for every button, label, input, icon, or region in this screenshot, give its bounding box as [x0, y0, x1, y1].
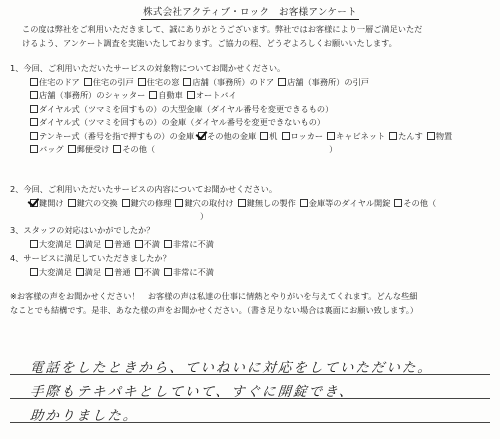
question-2-options [30, 197, 490, 224]
checkbox-icon[interactable] [76, 268, 84, 276]
option-label: 自動車 [158, 90, 183, 100]
checked-checkbox-icon[interactable] [198, 132, 206, 140]
option-item[interactable] [84, 76, 134, 90]
option-label: 大変満足 [39, 266, 72, 277]
checkbox-icon[interactable] [84, 78, 92, 86]
option-label: 机 [269, 130, 278, 141]
checkbox-icon[interactable] [30, 145, 38, 153]
intro-line: けるよう、アンケート調査を実施いたしております。ご協力の程、どうぞよろしくお願いいたします。 [22, 38, 397, 48]
checkbox-icon[interactable] [68, 145, 76, 153]
option-item[interactable] [198, 130, 256, 144]
checkbox-icon[interactable] [187, 91, 195, 99]
checkbox-icon[interactable] [135, 268, 143, 276]
checkbox-icon[interactable] [30, 105, 38, 113]
option-item[interactable] [164, 238, 214, 252]
option-label: バッグ [39, 144, 64, 154]
checkbox-icon[interactable] [327, 132, 335, 140]
option-item[interactable] [76, 266, 101, 280]
option-item[interactable] [164, 266, 214, 280]
checked-checkbox-icon[interactable] [30, 199, 38, 207]
option-label: 住宅のドア [39, 76, 80, 87]
option-item[interactable] [30, 89, 145, 103]
question-3-options [30, 238, 490, 252]
option-item[interactable] [175, 197, 233, 211]
option-item[interactable] [183, 76, 274, 90]
option-label: 鍵開け [39, 197, 64, 208]
option-label: たんす [398, 130, 423, 141]
option-label: 満足 [84, 266, 102, 277]
handwritten-comment-line: 助かりました。 [29, 408, 139, 424]
option-label: 鍵無しの製作 [246, 197, 296, 208]
checkbox-icon[interactable] [30, 132, 38, 140]
option-label: 不満 [143, 238, 160, 249]
checkbox-icon[interactable] [260, 132, 268, 140]
option-item[interactable] [278, 76, 369, 90]
option-label: 非常に不満 [172, 266, 214, 277]
option-item[interactable] [30, 103, 333, 117]
question-1-options [30, 76, 490, 157]
option-item[interactable] [68, 143, 110, 157]
option-label: ダイヤル式（ツマミを回すもの）の大型金庫（ダイヤル番号を変更できるもの） [39, 103, 334, 114]
option-label: その他（ [122, 144, 156, 154]
question-4 [10, 252, 490, 279]
question-2-text: 2、今回、ご利用いただいたサービスの内容についてお聞かせください。 [10, 184, 278, 194]
checkbox-icon[interactable] [105, 268, 113, 276]
question-1 [10, 62, 490, 157]
option-item[interactable] [30, 143, 64, 157]
option-label: 店舗（事務所）のドア [192, 76, 275, 87]
checkbox-icon[interactable] [135, 240, 143, 248]
option-label: 店舗（事務所）の引戸 [287, 76, 369, 87]
option-item[interactable] [187, 89, 237, 103]
option-label: 金庫等のダイヤル開錠 [308, 197, 391, 208]
question-2 [10, 183, 490, 224]
option-label: 満足 [84, 238, 102, 249]
option-label: 鍵穴の取付け [184, 197, 234, 208]
checkbox-icon[interactable] [30, 240, 38, 248]
question-1-text: 1、今回、ご利用いただいたサービスの対象物についてお聞かせください。 [10, 63, 286, 73]
checkbox-icon[interactable] [138, 78, 146, 86]
checkbox-icon[interactable] [30, 118, 38, 126]
option-item[interactable] [30, 266, 72, 280]
checkbox-icon[interactable] [30, 91, 38, 99]
option-item[interactable] [149, 89, 183, 103]
option-label: 住宅の引戸 [92, 76, 134, 87]
intro-line: この度は弊社をご利用いただきまして、誠にありがとうございます。弊社ではお客様により一層ご満足いただ [22, 24, 423, 34]
checkbox-icon[interactable] [427, 132, 435, 140]
option-label: その他（ [403, 197, 437, 208]
option-label: ダイヤル式（ツマミを回すもの）の金庫（ダイヤル番号を変更できないもの） [39, 117, 326, 127]
checkbox-icon[interactable] [30, 268, 38, 276]
option-label: 非常に不満 [172, 238, 214, 249]
checkbox-icon[interactable] [30, 78, 38, 86]
option-item[interactable] [260, 130, 277, 144]
voice-prompt-line: ※お客様の声をお聞かせください！ お客様の声は私達の仕事に情熱とやりがいを与えてくれます。どんな些細 [10, 291, 418, 301]
option-label: 普通 [114, 238, 131, 249]
option-label: 普通 [114, 266, 131, 277]
option-label: ロッカー [290, 130, 324, 141]
question-3-text: 3、スタッフの対応はいかがでしたか？ [10, 225, 155, 235]
checkbox-icon[interactable] [105, 240, 113, 248]
option-item[interactable] [300, 197, 391, 211]
option-item[interactable] [122, 197, 172, 211]
voice-prompt [10, 290, 488, 317]
checkbox-icon[interactable] [183, 78, 191, 86]
handwritten-comment-line: 手際もテキパキとしていて、すぐに開錠でき、 [29, 384, 356, 400]
checkbox-icon[interactable] [282, 132, 290, 140]
checkbox-icon[interactable] [175, 199, 183, 207]
option-item[interactable] [76, 238, 101, 252]
other-close-paren: ） [329, 144, 338, 154]
option-item[interactable] [30, 130, 194, 144]
question-3 [10, 224, 490, 251]
checkbox-icon[interactable] [164, 268, 172, 276]
option-item[interactable] [238, 197, 296, 211]
checkbox-icon[interactable] [278, 78, 286, 86]
option-item[interactable] [394, 197, 436, 211]
option-label: 鍵穴の修理 [130, 197, 172, 208]
checkbox-icon[interactable] [300, 199, 308, 207]
checkbox-icon[interactable] [149, 91, 157, 99]
option-item[interactable] [30, 76, 80, 90]
option-label: 大変満足 [39, 238, 72, 249]
option-label: 郵便受け [76, 144, 110, 154]
checkbox-icon[interactable] [389, 132, 397, 140]
other-close-paren: ） [200, 211, 209, 221]
option-label: 不満 [143, 266, 160, 277]
checkbox-icon[interactable] [76, 240, 84, 248]
option-item[interactable] [135, 266, 160, 280]
intro-text [22, 22, 484, 50]
checkbox-icon[interactable] [122, 199, 130, 207]
option-item[interactable] [135, 238, 160, 252]
option-item[interactable] [68, 197, 118, 211]
option-label: オートバイ [195, 90, 237, 100]
checkbox-icon[interactable] [394, 199, 402, 207]
option-label: キャビネット [336, 130, 386, 141]
option-label: 物置 [435, 130, 453, 141]
option-item[interactable] [389, 130, 423, 144]
option-label: 店舗（事務所）のシャッター [39, 90, 146, 100]
checkbox-icon[interactable] [164, 240, 172, 248]
checkbox-icon[interactable] [113, 145, 121, 153]
option-label: その他の金庫 [207, 130, 257, 141]
option-item[interactable] [138, 76, 180, 90]
option-item[interactable] [30, 197, 64, 211]
option-label: 住宅の窓 [146, 76, 180, 87]
option-item[interactable] [30, 116, 325, 130]
checkbox-icon[interactable] [238, 199, 246, 207]
survey-title: 株式会社アクティブ・ロック お客様アンケート [143, 7, 357, 18]
question-4-options [30, 266, 490, 280]
option-item[interactable] [30, 238, 72, 252]
option-item[interactable] [427, 130, 452, 144]
question-4-text: 4、サービスに満足していただきましたか？ [10, 253, 171, 263]
option-item[interactable] [105, 238, 130, 252]
option-label: 鍵穴の交換 [76, 197, 118, 208]
checkbox-icon[interactable] [68, 199, 76, 207]
option-item[interactable] [105, 266, 130, 280]
handwritten-comment-line: 電話をしたときから、ていねいに対応をしていただいた。 [29, 360, 434, 376]
option-item[interactable] [282, 130, 324, 144]
option-label: テンキー式（番号を指で押すもの）の金庫 [39, 130, 195, 141]
option-item[interactable] [113, 143, 155, 157]
option-item[interactable] [327, 130, 385, 144]
voice-prompt-line: なことでも結構です。是非、あなた様の声をお聞かせください。（書き足りない場合は裏面にお願い致します。） [10, 304, 419, 315]
